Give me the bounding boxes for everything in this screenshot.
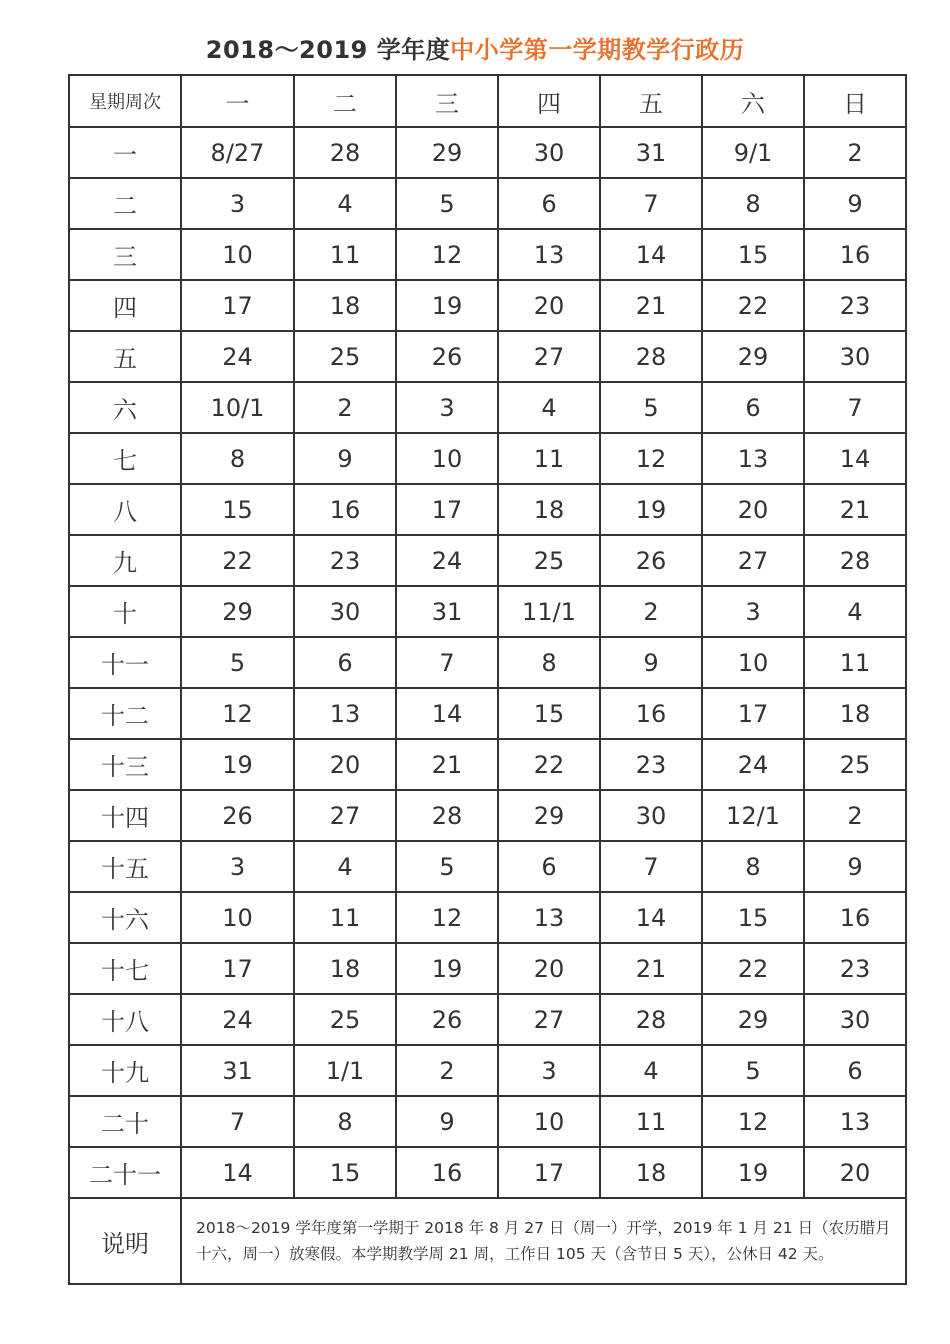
date-cell: 4 [498,382,600,433]
date-cell: 27 [498,331,600,382]
date-cell: 20 [702,484,804,535]
date-cell: 28 [600,331,702,382]
date-cell: 19 [600,484,702,535]
date-cell: 25 [804,739,906,790]
date-cell: 14 [181,1147,294,1198]
date-cell: 12 [702,1096,804,1147]
week-number: 七 [69,433,181,484]
date-cell: 16 [294,484,396,535]
week-row [69,943,906,994]
corner-header: 星期周次 [69,75,181,127]
date-cell: 24 [181,994,294,1045]
date-cell: 16 [804,892,906,943]
date-cell: 31 [600,127,702,178]
date-cell: 20 [498,280,600,331]
date-cell: 2 [804,790,906,841]
date-cell: 12/1 [702,790,804,841]
calendar-table [68,74,907,1285]
date-cell: 5 [396,178,498,229]
date-cell: 24 [396,535,498,586]
date-cell: 24 [181,331,294,382]
date-cell: 15 [702,892,804,943]
date-cell: 29 [181,586,294,637]
date-cell: 14 [396,688,498,739]
date-cell: 16 [396,1147,498,1198]
date-cell: 16 [600,688,702,739]
week-number: 十五 [69,841,181,892]
date-cell: 27 [702,535,804,586]
date-cell: 19 [396,280,498,331]
page-title [0,30,950,70]
date-cell: 21 [600,280,702,331]
date-cell: 13 [804,1096,906,1147]
date-cell: 2 [600,586,702,637]
date-cell: 20 [294,739,396,790]
date-cell: 19 [702,1147,804,1198]
date-cell: 29 [702,331,804,382]
title-subject: 中小学第一学期教学行政历 [450,36,745,64]
date-cell: 3 [498,1045,600,1096]
date-cell: 14 [804,433,906,484]
date-cell: 4 [294,841,396,892]
date-cell: 24 [702,739,804,790]
date-cell: 25 [294,994,396,1045]
date-cell: 30 [804,331,906,382]
date-cell: 15 [181,484,294,535]
day-header: 五 [600,75,702,127]
date-cell: 8 [702,841,804,892]
date-cell: 6 [294,637,396,688]
date-cell: 11 [294,892,396,943]
date-cell: 12 [181,688,294,739]
date-cell: 10 [702,637,804,688]
date-cell: 9 [294,433,396,484]
date-cell: 13 [702,433,804,484]
date-cell: 10 [181,892,294,943]
date-cell: 30 [498,127,600,178]
date-cell: 18 [804,688,906,739]
date-cell: 4 [600,1045,702,1096]
date-cell: 3 [181,178,294,229]
week-row [69,484,906,535]
date-cell: 11 [600,1096,702,1147]
week-number: 十二 [69,688,181,739]
date-cell: 26 [396,994,498,1045]
date-cell: 6 [498,178,600,229]
week-row [69,586,906,637]
week-row [69,841,906,892]
date-cell: 22 [498,739,600,790]
date-cell: 7 [804,382,906,433]
date-cell: 8 [498,637,600,688]
week-number: 二十一 [69,1147,181,1198]
week-row [69,382,906,433]
week-row [69,637,906,688]
week-row [69,331,906,382]
date-cell: 15 [702,229,804,280]
date-cell: 30 [294,586,396,637]
week-row [69,433,906,484]
date-cell: 10/1 [181,382,294,433]
week-number: 十六 [69,892,181,943]
date-cell: 14 [600,229,702,280]
date-cell: 7 [396,637,498,688]
date-cell: 5 [702,1045,804,1096]
date-cell: 6 [702,382,804,433]
date-cell: 11/1 [498,586,600,637]
week-number: 五 [69,331,181,382]
date-cell: 10 [498,1096,600,1147]
date-cell: 28 [294,127,396,178]
date-cell: 11 [498,433,600,484]
week-number: 四 [69,280,181,331]
date-cell: 2 [804,127,906,178]
date-cell: 2 [396,1045,498,1096]
date-cell: 22 [702,280,804,331]
note-text: 2018～2019 学年度第一学期于 2018 年 8 月 27 日（周一）开学，2019 年 1 月 21 日（农历腊月十六，周一）放寒假。本学期教学周 21 周，工作日 105 天（含节日 5 天），公休日 42 天。 [181,1198,906,1284]
date-cell: 29 [498,790,600,841]
week-row [69,1045,906,1096]
date-cell: 18 [294,280,396,331]
date-cell: 22 [702,943,804,994]
date-cell: 4 [294,178,396,229]
date-cell: 28 [600,994,702,1045]
date-cell: 21 [804,484,906,535]
date-cell: 26 [396,331,498,382]
week-number: 八 [69,484,181,535]
date-cell: 23 [804,280,906,331]
date-cell: 17 [702,688,804,739]
day-header: 四 [498,75,600,127]
date-cell: 14 [600,892,702,943]
date-cell: 25 [294,331,396,382]
date-cell: 2 [294,382,396,433]
week-number: 六 [69,382,181,433]
date-cell: 7 [600,841,702,892]
week-rows [69,127,906,1198]
week-number: 十三 [69,739,181,790]
date-cell: 31 [181,1045,294,1096]
date-cell: 18 [600,1147,702,1198]
date-cell: 17 [396,484,498,535]
date-cell: 31 [396,586,498,637]
note-row [69,1198,906,1284]
date-cell: 1/1 [294,1045,396,1096]
week-number: 二 [69,178,181,229]
date-cell: 20 [498,943,600,994]
week-row [69,994,906,1045]
date-cell: 13 [498,892,600,943]
date-cell: 8/27 [181,127,294,178]
date-cell: 20 [804,1147,906,1198]
date-cell: 26 [181,790,294,841]
week-number: 十八 [69,994,181,1045]
date-cell: 25 [498,535,600,586]
date-cell: 19 [181,739,294,790]
date-cell: 17 [181,943,294,994]
date-cell: 16 [804,229,906,280]
note-label: 说明 [69,1198,181,1284]
week-number: 一 [69,127,181,178]
date-cell: 9 [804,841,906,892]
date-cell: 29 [702,994,804,1045]
week-number: 十四 [69,790,181,841]
date-cell: 23 [804,943,906,994]
date-cell: 29 [396,127,498,178]
week-row [69,688,906,739]
week-row [69,535,906,586]
date-cell: 28 [804,535,906,586]
day-header: 六 [702,75,804,127]
date-cell: 15 [294,1147,396,1198]
date-cell: 11 [294,229,396,280]
week-row [69,892,906,943]
date-cell: 9 [396,1096,498,1147]
date-cell: 9 [804,178,906,229]
week-number: 三 [69,229,181,280]
day-header: 三 [396,75,498,127]
date-cell: 3 [396,382,498,433]
date-cell: 10 [181,229,294,280]
week-row [69,739,906,790]
date-cell: 7 [600,178,702,229]
date-cell: 5 [181,637,294,688]
date-cell: 21 [396,739,498,790]
week-row [69,280,906,331]
date-cell: 23 [600,739,702,790]
date-cell: 30 [804,994,906,1045]
week-row [69,790,906,841]
week-number: 十 [69,586,181,637]
date-cell: 11 [804,637,906,688]
date-cell: 27 [294,790,396,841]
date-cell: 18 [294,943,396,994]
day-header: 日 [804,75,906,127]
date-cell: 9/1 [702,127,804,178]
date-cell: 6 [804,1045,906,1096]
week-row [69,178,906,229]
date-cell: 23 [294,535,396,586]
date-cell: 9 [600,637,702,688]
date-cell: 4 [804,586,906,637]
date-cell: 5 [600,382,702,433]
title-year: 2018～2019 学年度 [205,36,451,64]
date-cell: 10 [396,433,498,484]
date-cell: 7 [181,1096,294,1147]
date-cell: 17 [498,1147,600,1198]
date-cell: 12 [396,229,498,280]
week-number: 十七 [69,943,181,994]
date-cell: 19 [396,943,498,994]
date-cell: 18 [498,484,600,535]
date-cell: 13 [498,229,600,280]
week-number: 十九 [69,1045,181,1096]
date-cell: 6 [498,841,600,892]
date-cell: 8 [181,433,294,484]
date-cell: 8 [702,178,804,229]
week-number: 十一 [69,637,181,688]
date-cell: 13 [294,688,396,739]
week-row [69,1096,906,1147]
date-cell: 8 [294,1096,396,1147]
date-cell: 30 [600,790,702,841]
date-cell: 17 [181,280,294,331]
week-row [69,127,906,178]
date-cell: 15 [498,688,600,739]
date-cell: 22 [181,535,294,586]
date-cell: 27 [498,994,600,1045]
week-row [69,1147,906,1198]
header-row [69,75,906,127]
date-cell: 12 [600,433,702,484]
date-cell: 26 [600,535,702,586]
day-header: 一 [181,75,294,127]
week-number: 九 [69,535,181,586]
date-cell: 12 [396,892,498,943]
day-header: 二 [294,75,396,127]
date-cell: 28 [396,790,498,841]
date-cell: 21 [600,943,702,994]
week-row [69,229,906,280]
date-cell: 5 [396,841,498,892]
date-cell: 3 [702,586,804,637]
date-cell: 3 [181,841,294,892]
week-number: 二十 [69,1096,181,1147]
